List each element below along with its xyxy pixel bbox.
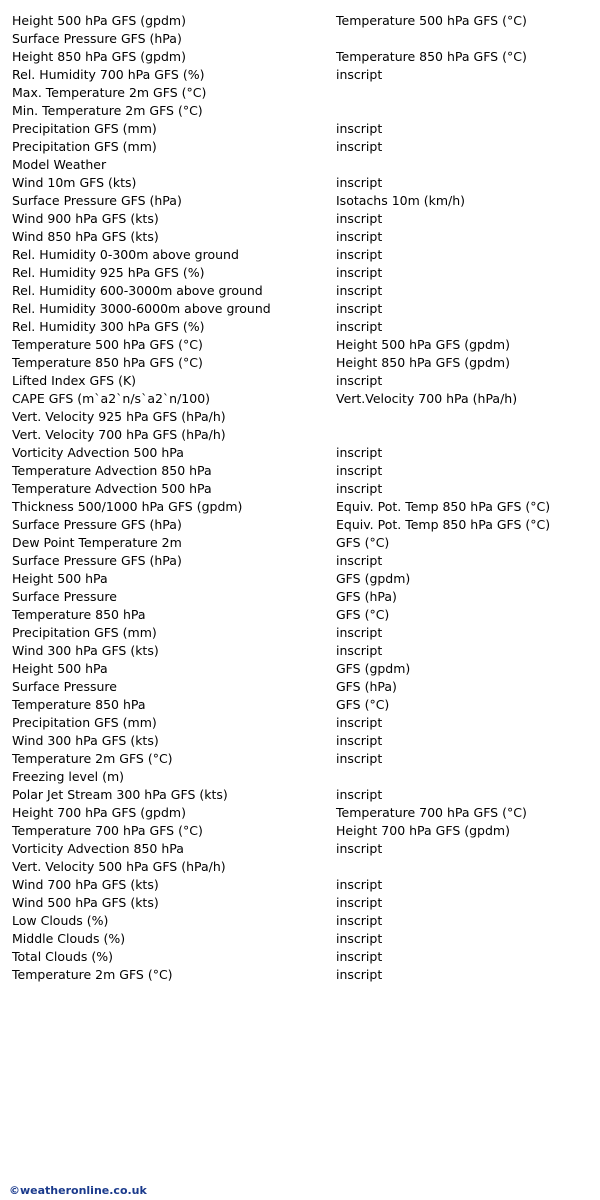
legend-parameter: Total Clouds (%) bbox=[12, 949, 113, 964]
legend-row bbox=[12, 444, 600, 462]
legend-overlay: GFS (°C) bbox=[336, 697, 390, 712]
legend-row bbox=[12, 714, 600, 732]
legend-row bbox=[12, 120, 600, 138]
legend-parameter: Vorticity Advection 850 hPa bbox=[12, 841, 184, 856]
legend-parameter: Temperature 2m GFS (°C) bbox=[12, 967, 173, 982]
legend-row bbox=[12, 390, 600, 408]
legend-parameter: Height 500 hPa GFS (gpdm) bbox=[12, 13, 186, 28]
legend-parameter: Temperature 850 hPa GFS (°C) bbox=[12, 355, 203, 370]
legend-row bbox=[12, 228, 600, 246]
legend-parameter: Rel. Humidity 0-300m above ground bbox=[12, 247, 239, 262]
legend-overlay: inscript bbox=[336, 301, 383, 316]
legend-row bbox=[12, 498, 600, 516]
legend-row bbox=[12, 912, 600, 930]
legend-overlay: inscript bbox=[336, 445, 383, 460]
legend-parameter: Rel. Humidity 925 hPa GFS (%) bbox=[12, 265, 205, 280]
legend-parameter: Temperature 700 hPa GFS (°C) bbox=[12, 823, 203, 838]
legend-row bbox=[12, 948, 600, 966]
legend-row bbox=[12, 192, 600, 210]
legend-overlay: inscript bbox=[336, 283, 383, 298]
legend-row bbox=[12, 174, 600, 192]
legend-row bbox=[12, 534, 600, 552]
legend-row bbox=[12, 768, 600, 786]
legend-row bbox=[12, 606, 600, 624]
legend-parameter: Height 500 hPa bbox=[12, 571, 108, 586]
legend-overlay: Temperature 500 hPa GFS (°C) bbox=[336, 13, 527, 28]
legend-parameter: Vorticity Advection 500 hPa bbox=[12, 445, 184, 460]
legend-parameter: Middle Clouds (%) bbox=[12, 931, 126, 946]
legend-overlay: inscript bbox=[336, 553, 383, 568]
legend-overlay: inscript bbox=[336, 625, 383, 640]
legend-row bbox=[12, 354, 600, 372]
legend-overlay: Height 700 hPa GFS (gpdm) bbox=[336, 823, 510, 838]
legend-overlay: inscript bbox=[336, 265, 383, 280]
legend-row bbox=[12, 966, 600, 984]
legend-parameter: Thickness 500/1000 hPa GFS (gpdm) bbox=[12, 499, 243, 514]
legend-parameter: Precipitation GFS (mm) bbox=[12, 625, 157, 640]
legend-row bbox=[12, 102, 600, 120]
legend-overlay: inscript bbox=[336, 931, 383, 946]
legend-overlay: Temperature 700 hPa GFS (°C) bbox=[336, 805, 527, 820]
legend-row bbox=[12, 930, 600, 948]
legend-parameter: Surface Pressure bbox=[12, 679, 117, 694]
legend-overlay: inscript bbox=[336, 373, 383, 388]
legend-parameter: Freezing level (m) bbox=[12, 769, 125, 784]
legend-parameter: Wind 300 hPa GFS (kts) bbox=[12, 733, 159, 748]
legend-overlay: GFS (hPa) bbox=[336, 589, 397, 604]
legend-row bbox=[12, 786, 600, 804]
legend-row bbox=[12, 264, 600, 282]
legend-row bbox=[12, 462, 600, 480]
legend-parameter: Precipitation GFS (mm) bbox=[12, 715, 157, 730]
legend-row bbox=[12, 30, 600, 48]
legend-row bbox=[12, 246, 600, 264]
legend-parameter: Precipitation GFS (mm) bbox=[12, 139, 157, 154]
legend-overlay: GFS (gpdm) bbox=[336, 661, 411, 676]
legend-parameter: Rel. Humidity 600-3000m above ground bbox=[12, 283, 263, 298]
legend-overlay: inscript bbox=[336, 913, 383, 928]
legend-overlay: inscript bbox=[336, 139, 383, 154]
legend-row bbox=[12, 840, 600, 858]
legend-parameter: Wind 500 hPa GFS (kts) bbox=[12, 895, 159, 910]
legend-parameter: Low Clouds (%) bbox=[12, 913, 109, 928]
copyright-footer: ©weatheronline.co.uk bbox=[9, 1184, 147, 1197]
legend-row bbox=[12, 318, 600, 336]
legend-overlay: inscript bbox=[336, 121, 383, 136]
legend-overlay: inscript bbox=[336, 211, 383, 226]
legend-overlay: GFS (°C) bbox=[336, 607, 390, 622]
legend-overlay: inscript bbox=[336, 67, 383, 82]
legend-parameter: Temperature 850 hPa bbox=[12, 697, 146, 712]
legend-row bbox=[12, 66, 600, 84]
legend-overlay: inscript bbox=[336, 751, 383, 766]
legend-parameter: Surface Pressure GFS (hPa) bbox=[12, 517, 182, 532]
legend-parameter: Height 500 hPa bbox=[12, 661, 108, 676]
legend-parameter: Max. Temperature 2m GFS (°C) bbox=[12, 85, 207, 100]
legend-overlay: Equiv. Pot. Temp 850 hPa GFS (°C) bbox=[336, 499, 551, 514]
legend-parameter: Rel. Humidity 700 hPa GFS (%) bbox=[12, 67, 205, 82]
legend-overlay: inscript bbox=[336, 841, 383, 856]
legend-row bbox=[12, 570, 600, 588]
legend-parameter: Surface Pressure GFS (hPa) bbox=[12, 193, 182, 208]
legend-parameter: Temperature 2m GFS (°C) bbox=[12, 751, 173, 766]
legend-overlay: inscript bbox=[336, 481, 383, 496]
legend-row bbox=[12, 696, 600, 714]
legend-row bbox=[12, 552, 600, 570]
legend-overlay: GFS (hPa) bbox=[336, 679, 397, 694]
legend-parameter: Surface Pressure GFS (hPa) bbox=[12, 31, 182, 46]
legend-overlay: inscript bbox=[336, 715, 383, 730]
legend-row bbox=[12, 48, 600, 66]
legend-row bbox=[12, 156, 600, 174]
legend-row bbox=[12, 678, 600, 696]
legend-row bbox=[12, 804, 600, 822]
legend-parameter: Wind 10m GFS (kts) bbox=[12, 175, 137, 190]
legend-parameter: Polar Jet Stream 300 hPa GFS (kts) bbox=[12, 787, 228, 802]
legend-parameter: Vert. Velocity 500 hPa GFS (hPa/h) bbox=[12, 859, 226, 874]
legend-parameter: Wind 300 hPa GFS (kts) bbox=[12, 643, 159, 658]
legend-row bbox=[12, 516, 600, 534]
legend-row bbox=[12, 210, 600, 228]
legend-row bbox=[12, 894, 600, 912]
legend-parameter: Surface Pressure GFS (hPa) bbox=[12, 553, 182, 568]
legend-parameter: Lifted Index GFS (K) bbox=[12, 373, 137, 388]
legend-row bbox=[12, 876, 600, 894]
legend-parameter: CAPE GFS (m`a2`n/s`a2`n/100) bbox=[12, 391, 211, 406]
legend-parameter: Temperature 850 hPa bbox=[12, 607, 146, 622]
legend-overlay: GFS (°C) bbox=[336, 535, 390, 550]
legend-overlay: inscript bbox=[336, 229, 383, 244]
legend-overlay: inscript bbox=[336, 877, 383, 892]
legend-overlay: GFS (gpdm) bbox=[336, 571, 411, 586]
legend-row bbox=[12, 408, 600, 426]
legend-row bbox=[12, 282, 600, 300]
legend-parameter: Model Weather bbox=[12, 157, 107, 172]
legend-parameter: Rel. Humidity 300 hPa GFS (%) bbox=[12, 319, 205, 334]
legend-parameter: Temperature Advection 500 hPa bbox=[12, 481, 212, 496]
legend-row bbox=[12, 750, 600, 768]
legend-row bbox=[12, 642, 600, 660]
legend-row bbox=[12, 858, 600, 876]
legend-overlay: inscript bbox=[336, 463, 383, 478]
legend-row bbox=[12, 300, 600, 318]
legend-parameter: Temperature Advection 850 hPa bbox=[12, 463, 212, 478]
legend-parameter: Min. Temperature 2m GFS (°C) bbox=[12, 103, 203, 118]
legend-parameter: Temperature 500 hPa GFS (°C) bbox=[12, 337, 203, 352]
legend-row bbox=[12, 12, 600, 30]
legend-parameter: Height 700 hPa GFS (gpdm) bbox=[12, 805, 186, 820]
legend-parameter: Rel. Humidity 3000-6000m above ground bbox=[12, 301, 271, 316]
legend-parameter: Dew Point Temperature 2m bbox=[12, 535, 182, 550]
legend-overlay: inscript bbox=[336, 319, 383, 334]
legend-overlay: inscript bbox=[336, 247, 383, 262]
legend-parameter: Surface Pressure bbox=[12, 589, 117, 604]
legend-parameter: Wind 900 hPa GFS (kts) bbox=[12, 211, 159, 226]
legend-parameter: Precipitation GFS (mm) bbox=[12, 121, 157, 136]
legend-parameter: Wind 850 hPa GFS (kts) bbox=[12, 229, 159, 244]
legend-overlay: Equiv. Pot. Temp 850 hPa GFS (°C) bbox=[336, 517, 551, 532]
legend-row bbox=[12, 84, 600, 102]
legend-overlay: inscript bbox=[336, 895, 383, 910]
legend-overlay: inscript bbox=[336, 175, 383, 190]
legend-row bbox=[12, 372, 600, 390]
legend-row bbox=[12, 624, 600, 642]
legend-overlay: inscript bbox=[336, 733, 383, 748]
legend-overlay: inscript bbox=[336, 949, 383, 964]
legend-overlay: Vert.Velocity 700 hPa (hPa/h) bbox=[336, 391, 518, 406]
legend-parameter: Vert. Velocity 925 hPa GFS (hPa/h) bbox=[12, 409, 226, 424]
legend-overlay: inscript bbox=[336, 967, 383, 982]
legend-row bbox=[12, 426, 600, 444]
legend-row bbox=[12, 138, 600, 156]
legend-overlay: Height 850 hPa GFS (gpdm) bbox=[336, 355, 510, 370]
legend-row bbox=[12, 588, 600, 606]
legend-overlay: Temperature 850 hPa GFS (°C) bbox=[336, 49, 527, 64]
legend-row bbox=[12, 822, 600, 840]
legend-row bbox=[12, 336, 600, 354]
legend-parameter: Vert. Velocity 700 hPa GFS (hPa/h) bbox=[12, 427, 226, 442]
chart-legend-list bbox=[12, 12, 600, 984]
legend-row bbox=[12, 732, 600, 750]
legend-parameter: Height 850 hPa GFS (gpdm) bbox=[12, 49, 186, 64]
legend-row bbox=[12, 660, 600, 678]
legend-parameter: Wind 700 hPa GFS (kts) bbox=[12, 877, 159, 892]
legend-overlay: Isotachs 10m (km/h) bbox=[336, 193, 466, 208]
legend-overlay: Height 500 hPa GFS (gpdm) bbox=[336, 337, 510, 352]
legend-overlay: inscript bbox=[336, 643, 383, 658]
legend-overlay: inscript bbox=[336, 787, 383, 802]
legend-row bbox=[12, 480, 600, 498]
